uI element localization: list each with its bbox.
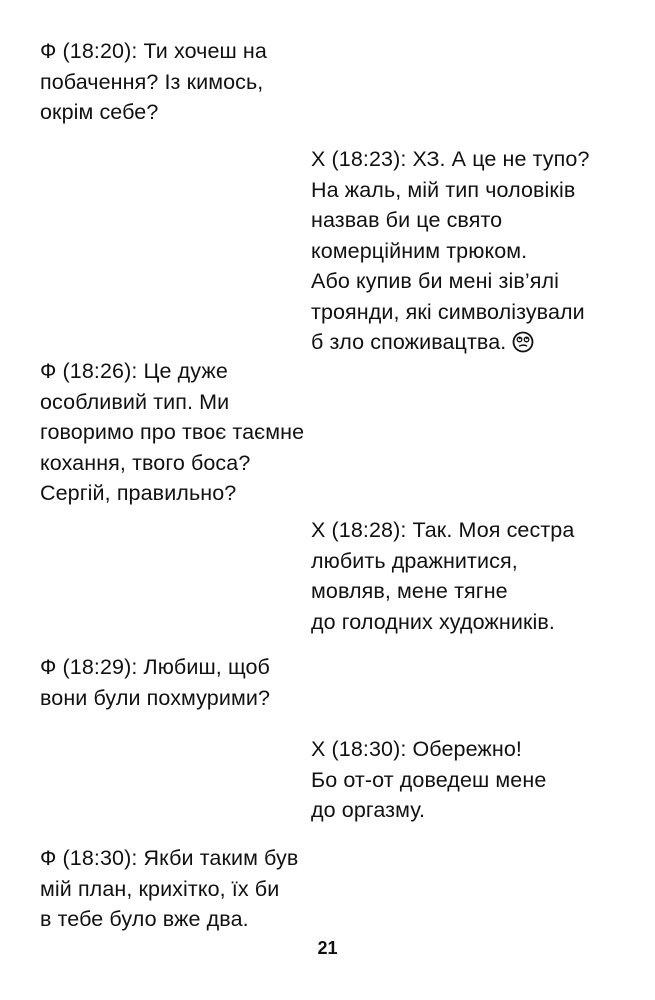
message-line: назвав би це свято [311,208,503,232]
message-line: побачення? Із кимось, [40,69,264,94]
message-line: в тебе було вже два. [40,907,249,931]
message-f-1820 [40,36,267,128]
message-line: Ф (18:30): Якби таким був [40,846,299,870]
message-line: Ф (18:26): Це дуже [40,359,228,383]
message-line: троянди, які символізували [311,299,585,324]
message-line: Х (18:23): ХЗ. А це не тупо? [311,147,590,171]
message-f-1829 [40,652,270,713]
message-x-1830 [311,734,546,826]
message-f-1830 [40,843,298,935]
message-line: На жаль, мій тип чоловіків [311,177,576,202]
message-line: Х (18:30): Обережно! [311,737,522,761]
rolling-eyes-face-icon [512,331,534,362]
page-number: 21 [317,938,338,958]
message-line: Або купив би мені зів’ялі [311,269,559,293]
message-line: до оргазму. [311,798,426,822]
message-line: б зло споживацтва. [311,327,590,362]
message-line: говоримо про твоє таємне [40,420,305,444]
message-line: Сергій, правильно? [40,481,237,505]
message-line: Ф (18:20): Ти хочеш на [40,39,267,63]
message-line: особливий тип. Ми [40,389,230,414]
message-x-1823 [311,144,590,362]
message-line: Ф (18:29): Любиш, щоб [40,655,270,679]
message-line: любить дражнитися, [311,548,518,573]
message-line: Х (18:28): Так. Моя сестра [311,518,575,542]
message-line: мій план, крихітко, їх би [40,876,280,901]
message-line: комерційним трюком. [311,238,528,263]
message-f-1826 [40,356,304,509]
message-line: кохання, твого боса? [40,450,251,475]
message-line: мовляв, мене тягне [311,579,508,603]
message-x-1828 [311,515,574,637]
message-line: окрім себе? [40,100,159,124]
message-line: до голодних художників. [311,609,555,634]
message-line: вони були похмурими? [40,685,270,710]
message-line: Бо от-от доведеш мене [311,767,547,792]
